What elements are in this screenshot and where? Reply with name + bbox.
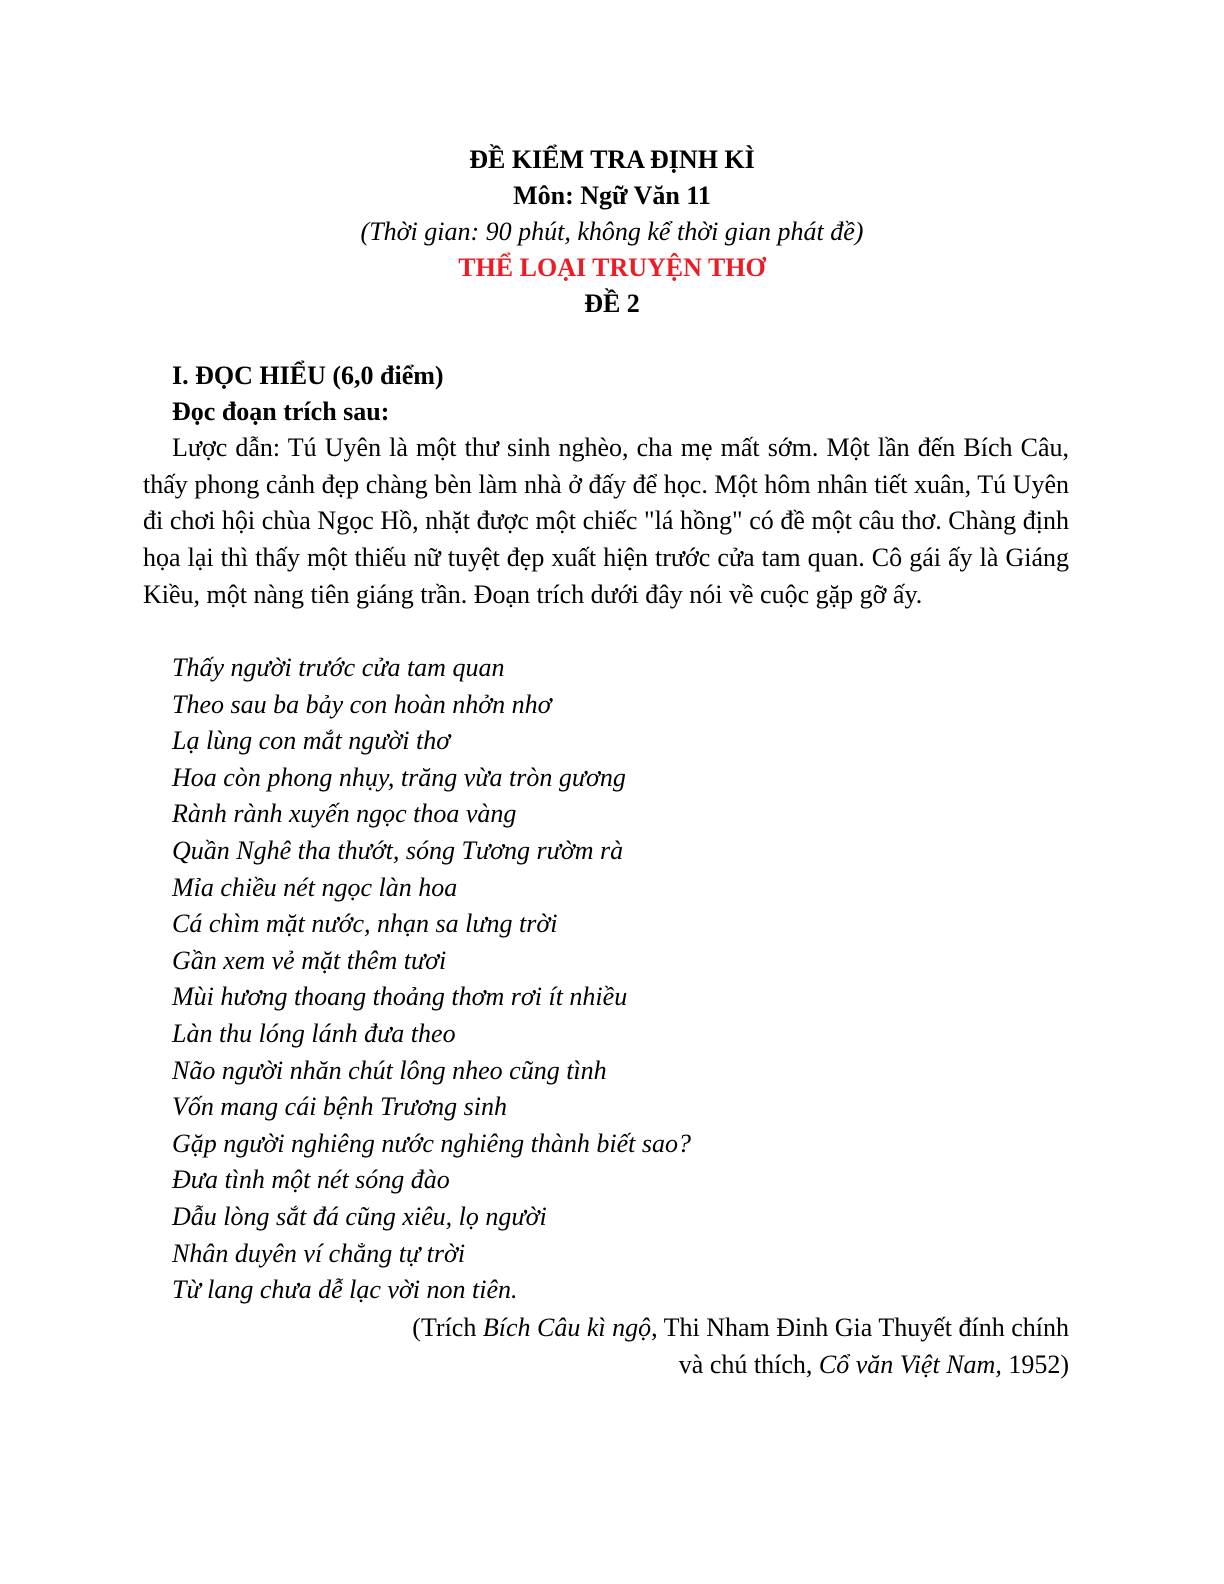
poem-line: Lạ lùng con mắt người thơ [172, 726, 451, 756]
genre-heading: THỂ LOẠI TRUYỆN THƠ [458, 253, 766, 282]
exam-title: ĐỀ KIỂM TRA ĐỊNH KÌ [469, 145, 755, 174]
source-citation [143, 1310, 1069, 1383]
section-title: I. ĐỌC HIỂU (6,0 điểm) [172, 361, 444, 390]
citation-line-1 [143, 1310, 1069, 1347]
poem-line: Theo sau ba bảy con hoàn nhởn nhơ [172, 689, 552, 719]
citation-year: 1952) [1001, 1349, 1069, 1379]
reading-instruction: Đọc đoạn trích sau: [172, 397, 390, 426]
exam-header [0, 142, 1224, 322]
poem-line: Gặp người nghiêng nước nghiêng thành biết sao? [172, 1128, 692, 1158]
poem-line: Cá chìm mặt nước, nhạn sa lưng trời [172, 909, 558, 939]
citation-work-title: Bích Câu kì ngộ [482, 1313, 652, 1342]
poem-line: Đưa tình một nét sóng đào [172, 1165, 450, 1195]
citation-line2-prefix: và chú thích, [678, 1349, 819, 1379]
poem-line: Gần xem vẻ mặt thêm tươi [172, 945, 447, 975]
time-note: (Thời gian: 90 phút, không kể thời gian phát đề) [360, 217, 864, 246]
citation-line-2 [143, 1347, 1069, 1384]
citation-prefix: (Trích [412, 1313, 483, 1342]
poem-line: Từ lang chưa dễ lạc vời non tiên. [172, 1275, 518, 1305]
poem-line: Mỉa chiều nét ngọc làn hoa [172, 872, 458, 902]
poem-line: Não người nhăn chút lông nheo cũng tình [172, 1055, 607, 1085]
subject-line: Môn: Ngữ Văn 11 [513, 181, 711, 210]
citation-publication: Cổ văn Việt Nam, [818, 1349, 1002, 1379]
intro-paragraph: Lược dẫn: Tú Uyên là một thư sinh nghèo, cha mẹ mất sớm. Một lần đến Bích Câu, thấy phong cảnh đẹp chàng bèn làm nhà ở đấy để học. Một hôm nhân tiết xuân, Tú Uyên đi chơi hội chùa Ngọc Hồ, nhặt được một chiếc "lá hồng" có đề một câu thơ. Chàng định họa lại thì thấy một thiếu nữ tuyệt đẹp xuất hiện trước cửa tam quan. Cô gái ấy là Giáng Kiều, một nàng tiên giáng trần. Đoạn trích dưới đây nói về cuộc gặp gỡ ấy. [143, 433, 1069, 609]
exam-number: ĐỀ 2 [584, 289, 640, 318]
poem-line: Thấy người trước cửa tam quan [172, 653, 505, 682]
poem-excerpt [172, 650, 691, 1309]
poem-line: Dẫu lòng sắt đá cũng xiêu, lọ người [172, 1201, 547, 1231]
poem-line: Hoa còn phong nhụy, trăng vừa tròn gương [172, 762, 626, 792]
poem-line: Rành rành xuyến ngọc thoa vàng [172, 799, 517, 829]
poem-line: Làn thu lóng lánh đưa theo [172, 1018, 456, 1048]
poem-line: Nhân duyên ví chẳng tự trời [172, 1238, 466, 1268]
poem-line: Mùi hương thoang thoảng thơm rơi ít nhiều [172, 982, 628, 1012]
poem-line: Vốn mang cái bệnh Trương sinh [172, 1092, 508, 1122]
citation-middle: , Thi Nham Đinh Gia Thuyết đính chính [651, 1313, 1069, 1342]
poem-line: Quần Nghê tha thướt, sóng Tương rườm rà [172, 835, 624, 865]
